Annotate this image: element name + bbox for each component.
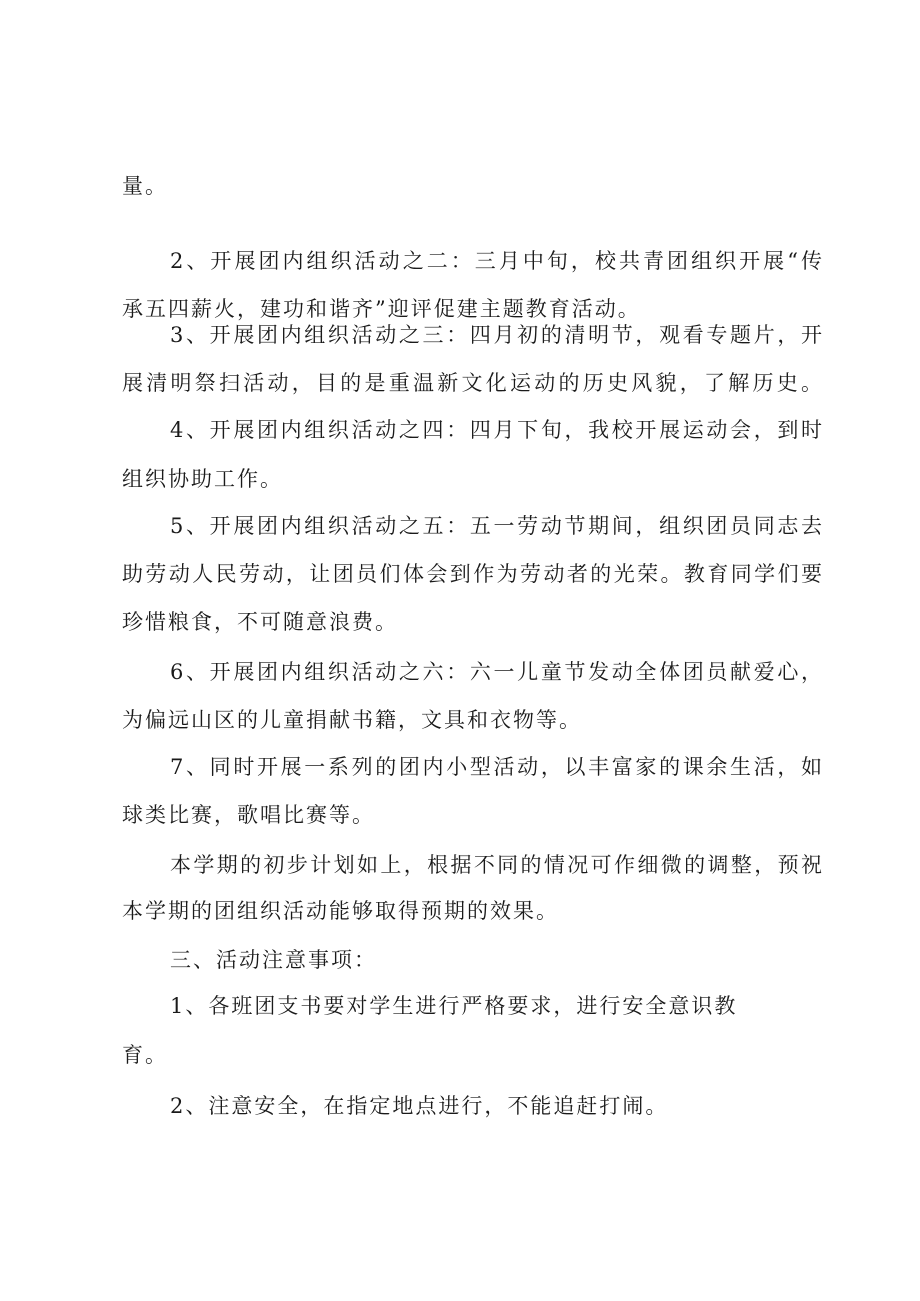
text-line: 为偏远山区的儿童捐献书籍，文具和衣物等。 [122, 708, 582, 732]
section-heading: 三、活动注意事项： [170, 948, 377, 972]
text-line: 5、开展团内组织活动之五：五一劳动节期间，组织团员同志去 [170, 514, 822, 538]
text-line: 3、开展团内组织活动之三：四月初的清明节，观看专题片，开 [170, 323, 822, 347]
text-line: 展清明祭扫活动，目的是重温新文化运动的历史风貌，了解历史。 [122, 371, 822, 395]
text-line: 2、开展团内组织活动之二：三月中旬，校共青团组织开展“传 [170, 249, 822, 273]
text-line: 4、开展团内组织活动之四：四月下旬，我校开展运动会，到时 [170, 418, 822, 442]
text-line: 2、注意安全，在指定地点进行，不能追赶打闹。 [170, 1094, 669, 1118]
text-line: 承五四薪火，建功和谐齐”迎评促建主题教育活动。 [122, 297, 641, 321]
text-line: 7、同时开展一系列的团内小型活动，以丰富家的课余生活，如 [170, 755, 822, 779]
text-line: 6、开展团内组织活动之六：六一儿童节发动全体团员献爱心， [170, 660, 822, 684]
text-line: 珍惜粮食，不可随意浪费。 [122, 610, 398, 634]
text-line: 育。 [122, 1043, 168, 1067]
text-line: 助劳动人民劳动，让团员们体会到作为劳动者的光荣。教育同学们要 [122, 562, 822, 586]
text-line: 球类比赛，歌唱比赛等。 [122, 803, 375, 827]
text-line: 组织协助工作。 [122, 467, 283, 491]
text-line: 本学期的团组织活动能够取得预期的效果。 [122, 899, 559, 923]
text-line: 1、各班团支书要对学生进行严格要求，进行安全意识教 [170, 994, 738, 1018]
text-line: 量。 [122, 174, 168, 198]
text-line: 本学期的初步计划如上，根据不同的情况可作细微的调整，预祝 [170, 853, 822, 877]
